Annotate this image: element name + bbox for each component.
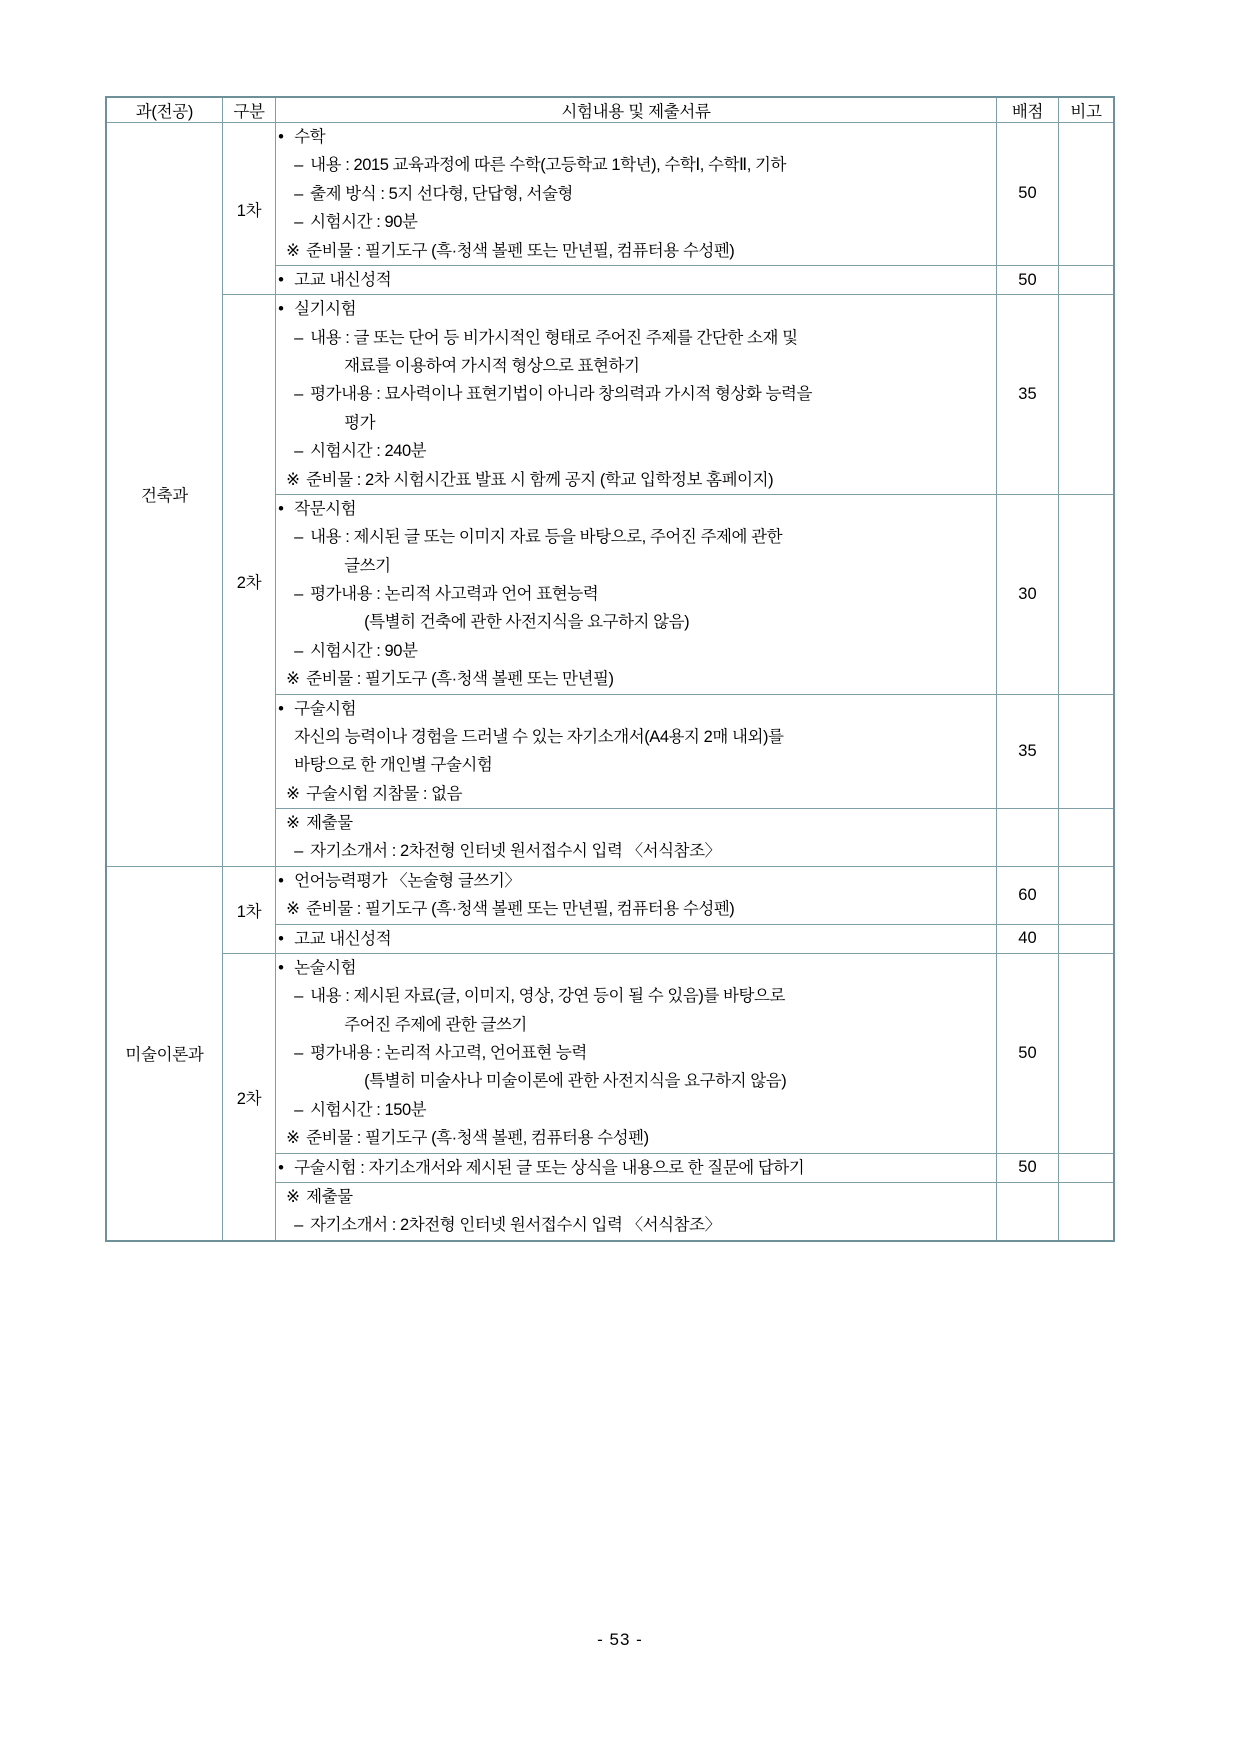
content-line: • 구술시험 xyxy=(276,695,996,723)
table-row xyxy=(106,953,1114,1153)
score-value: 50 xyxy=(996,1153,1058,1182)
content-line: ※ 구술시험 지참물 : 없음 xyxy=(276,780,996,808)
content-line: 평가 xyxy=(344,413,376,432)
content-line: – 출제 방식 : 5지 선다형, 단답형, 서술형 xyxy=(276,180,996,208)
score-value: 50 xyxy=(996,123,1058,266)
note-cell xyxy=(1059,265,1114,294)
header-row xyxy=(106,97,1114,123)
exam-content-cell xyxy=(276,494,997,694)
content-line: – 내용 : 제시된 글 또는 이미지 자료 등을 바탕으로, 주어진 주제에 관한 xyxy=(276,523,996,551)
content-line: • 작문시험 xyxy=(276,495,996,523)
exam-content-cell xyxy=(276,1182,997,1240)
note-cell xyxy=(1059,694,1114,809)
content-line: ※ 준비물 : 필기도구 (흑·청색 볼펜 또는 만년필, 컴퓨터용 수성펜) xyxy=(276,895,996,923)
header-content: 시험내용 및 제출서류 xyxy=(276,97,997,123)
content-line: – 평가내용 : 묘사력이나 표현기법이 아니라 창의력과 가시적 형상화 능력을 xyxy=(276,380,996,408)
page-number: - 53 - xyxy=(597,1630,643,1649)
content-line: • 고교 내신성적 xyxy=(276,925,996,953)
content-line: • 구술시험 : 자기소개서와 제시된 글 또는 상식을 내용으로 한 질문에 답하기 xyxy=(276,1154,996,1182)
content-line: – 내용 : 제시된 자료(글, 이미지, 영상, 강연 등이 될 수 있음)를 바탕으로 xyxy=(276,982,996,1010)
content-line: 재료를 이용하여 가시적 형상으로 표현하기 xyxy=(344,357,640,375)
exam-content-cell xyxy=(276,924,997,953)
stage-label: 1차 xyxy=(222,866,275,953)
table-header xyxy=(106,97,1114,123)
note-cell xyxy=(1059,866,1114,924)
content-line: 바탕으로 한 개인별 구술시험 xyxy=(294,756,493,775)
content-line: (특별히 미술사나 미술이론에 관한 사전지식을 요구하지 않음) xyxy=(364,1072,787,1091)
header-dept: 과(전공) xyxy=(106,97,222,123)
exam-content-cell xyxy=(276,1153,997,1182)
content-line: – 내용 : 글 또는 단어 등 비가시적인 형태로 주어진 주제를 간단한 소재 및 xyxy=(276,324,996,352)
header-score: 배점 xyxy=(996,97,1058,123)
content-line: – 시험시간 : 240분 xyxy=(276,437,996,465)
table-row xyxy=(106,295,1114,495)
content-line: – 평가내용 : 논리적 사고력과 언어 표현능력 xyxy=(276,580,996,608)
exam-content-cell xyxy=(276,866,997,924)
admission-exam-table xyxy=(105,96,1115,1242)
content-line: • 고교 내신성적 xyxy=(276,266,996,294)
content-line: – 시험시간 : 90분 xyxy=(276,637,996,665)
content-line: ※ 제출물 xyxy=(276,1183,996,1211)
content-line: • 수학 xyxy=(276,123,996,151)
note-cell xyxy=(1059,1153,1114,1182)
score-value: 50 xyxy=(996,953,1058,1153)
exam-content-cell xyxy=(276,123,997,266)
stage-label: 2차 xyxy=(222,953,275,1240)
exam-content-cell xyxy=(276,809,997,867)
score-value: 35 xyxy=(996,295,1058,495)
score-value: 35 xyxy=(996,694,1058,809)
note-cell xyxy=(1059,1182,1114,1240)
exam-content-cell xyxy=(276,295,997,495)
score-value: 40 xyxy=(996,924,1058,953)
content-line: – 시험시간 : 150분 xyxy=(276,1096,996,1124)
stage-label: 2차 xyxy=(222,295,275,867)
score-value: 30 xyxy=(996,494,1058,694)
table-body xyxy=(106,123,1114,1241)
content-line: – 시험시간 : 90분 xyxy=(276,208,996,236)
exam-content-cell xyxy=(276,265,997,294)
content-line: ※ 준비물 : 필기도구 (흑·청색 볼펜 또는 만년필) xyxy=(276,665,996,693)
note-cell xyxy=(1059,494,1114,694)
content-line: 자신의 능력이나 경험을 드러낼 수 있는 자기소개서(A4용지 2매 내외)를 xyxy=(294,727,784,746)
content-line: 주어진 주제에 관한 글쓰기 xyxy=(344,1015,527,1034)
content-line: ※ 준비물 : 2차 시험시간표 발표 시 함께 공지 (학교 입학정보 홈페이지) xyxy=(276,466,996,494)
score-value xyxy=(996,1182,1058,1240)
note-cell xyxy=(1059,953,1114,1153)
content-line: ※ 준비물 : 필기도구 (흑·청색 볼펜, 컴퓨터용 수성펜) xyxy=(276,1124,996,1152)
note-cell xyxy=(1059,295,1114,495)
content-line: – 평가내용 : 논리적 사고력, 언어표현 능력 xyxy=(276,1039,996,1067)
content-line: – 내용 : 2015 교육과정에 따른 수학(고등학교 1학년), 수학Ⅰ, 수학Ⅱ, 기하 xyxy=(276,151,996,179)
department-name: 건축과 xyxy=(106,123,222,867)
table-row xyxy=(106,123,1114,266)
note-cell xyxy=(1059,924,1114,953)
content-line: • 실기시험 xyxy=(276,295,996,323)
header-stage: 구분 xyxy=(222,97,275,123)
exam-content-cell xyxy=(276,953,997,1153)
score-value: 60 xyxy=(996,866,1058,924)
content-line: 글쓰기 xyxy=(344,556,391,575)
content-line: – 자기소개서 : 2차전형 인터넷 원서접수시 입력 〈서식참조〉 xyxy=(276,1211,996,1239)
score-value xyxy=(996,809,1058,867)
content-line: • 언어능력평가 〈논술형 글쓰기〉 xyxy=(276,867,996,895)
content-line: • 논술시험 xyxy=(276,954,996,982)
exam-content-cell xyxy=(276,694,997,809)
exam-table-page xyxy=(105,96,1115,1242)
content-line: ※ 준비물 : 필기도구 (흑·청색 볼펜 또는 만년필, 컴퓨터용 수성펜) xyxy=(276,237,996,265)
note-cell xyxy=(1059,809,1114,867)
header-note: 비고 xyxy=(1059,97,1114,123)
department-name: 미술이론과 xyxy=(106,866,222,1240)
content-line: ※ 제출물 xyxy=(276,809,996,837)
score-value: 50 xyxy=(996,265,1058,294)
stage-label: 1차 xyxy=(222,123,275,295)
table-row xyxy=(106,866,1114,924)
content-line: – 자기소개서 : 2차전형 인터넷 원서접수시 입력 〈서식참조〉 xyxy=(276,837,996,865)
note-cell xyxy=(1059,123,1114,266)
content-line: (특별히 건축에 관한 사전지식을 요구하지 않음) xyxy=(364,613,690,632)
